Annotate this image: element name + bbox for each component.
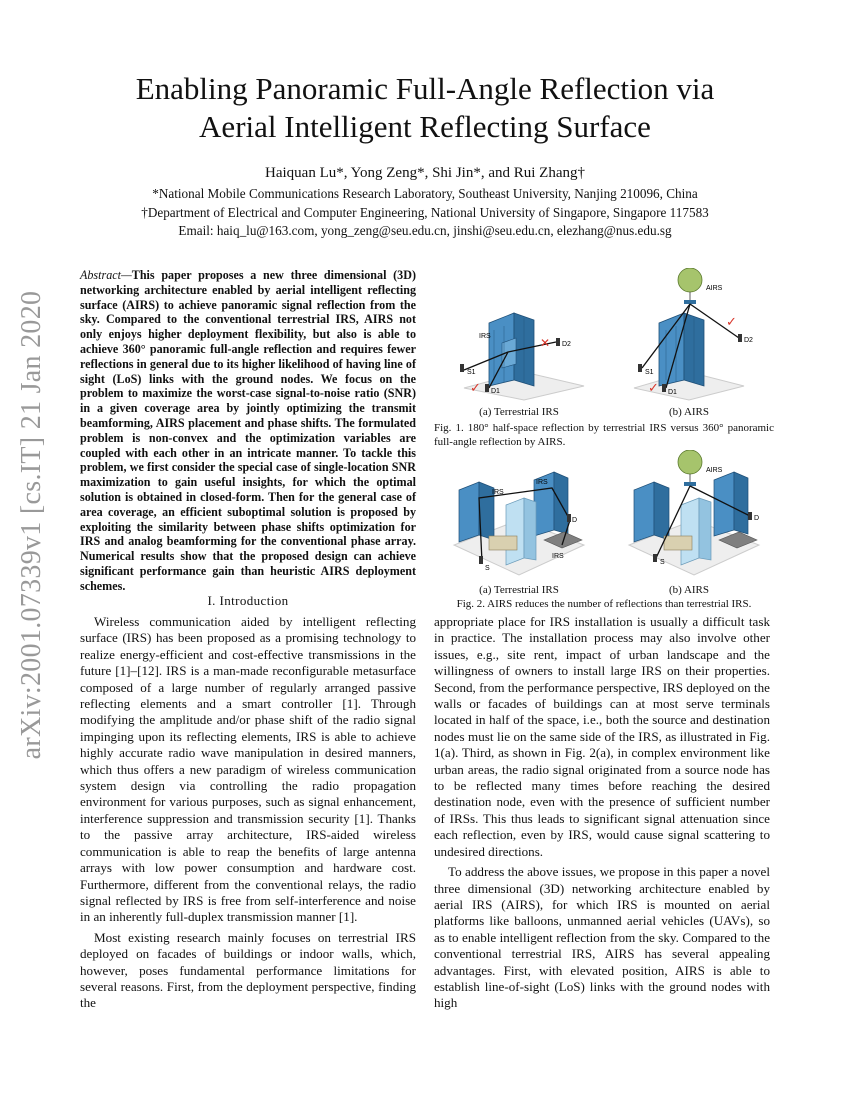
abstract-text: This paper proposes a new three dimensional (3D) networking architecture enabled by aerial intelligent reflecting surface (AIRS) to achieve panoramic signal reflection from the sky. Compared to the conventional terrestrial IRS, AIRS not only enjoys higher deployment flexibility, but also is able to achieve 360° panoramic full-angle reflection and requires fewer reflections in general due to its higher likelihood of having line of sight (LoS) links with the ground nodes. We focus on the problem to maximize the worst-case signal-to-noise ratio (SNR) in a given coverage area by jointly optimizing the transmit beamforming, AIRS placement and phase shifts. The formulated problem is non-convex and the optimization variables are coupled with each other in an intricate manner. To tackle this problem, we first consider the special case of single-location SNR maximization to gain useful insights, for which the optimal solution is obtained in closed-form. Then for the general case of area coverage, an efficient suboptimal solution is proposed by exploiting the similarity between phase shifts optimization for IRS and analog beamforming for the conventional phase array. Numerical results show that the proposed design can achieve significant performance gain than heuristic AIRS deployment schemes. [80, 268, 416, 593]
fig1b-d2-label: D2 [744, 337, 753, 344]
affiliation-2: †Department of Electrical and Computer Engineering, National University of Singapore, Singapore 117583 [141, 205, 709, 220]
fig1-subcaption-b: (b) AIRS [668, 406, 710, 418]
fig1b-diagram [634, 268, 753, 400]
fig1-caption: Fig. 1. 180° half-space reflection by terrestrial IRS versus 360° panoramic full-angle reflection by AIRS. [434, 422, 774, 448]
fig1b-d1-label: D1 [668, 389, 677, 396]
email-line: Email: haiq_lu@163.com, yong_zeng@seu.edu.cn, jinshi@seu.edu.cn, elezhang@nus.edu.sg [178, 223, 672, 238]
fig1a-d1-label: D1 [491, 388, 500, 395]
fig1a-irs-label: IRS [479, 333, 491, 340]
paragraph-1: Wireless communication aided by intelligent reflecting surface (IRS) has been proposed as a promising technology to realize energy-efficient and cost-effective transmissions in the future [1]–[12]. IRS is a man-made reconfigurable metasurface composed of a large number of regularly arranged passive reflecting elements and a smart controller [1]. Through modifying the amplitude and/or phase shift of the radio signal impinging upon its reflecting elements, IRS is able to achieve highly accurate radio wave manipulation in desired manners, which thus offers a new paradigm of wireless communication system design via controlling the radio propagation environment for various purposes, such as signal enhancement, interference suppression and transmission security [1]. Thanks to the passive array architecture, IRS-aided wireless communication is able to reap the benefits of large antenna arrays with low power consumption and hardware cost. Furthermore, different from the conventional relays, the radio signal reflected by IRS is free from self-interference and noise in an inherently full-duplex transmission manner [1]. [80, 614, 416, 925]
fig2b-s-label: S [660, 559, 665, 566]
authors: Haiquan Lu*, Yong Zeng*, Shi Jin*, and Rui Zhang† [265, 165, 585, 181]
title-line-1: Enabling Panoramic Full-Angle Reflection via [135, 71, 715, 106]
fig2a-irs-label-2: IRS [536, 479, 548, 486]
affiliation-1: *National Mobile Communications Research Laboratory, Southeast University, Nanjing 210096, China [152, 186, 698, 201]
abstract [80, 268, 416, 594]
fig2a-diagram [454, 472, 584, 575]
fig2a-irs-label-3: IRS [552, 553, 564, 560]
cross-icon: ✕ [540, 336, 551, 350]
fig2b-d-label: D [754, 515, 760, 522]
figure-1-illustration [434, 268, 774, 403]
fig1-subcaption-a: (a) Terrestrial IRS [479, 406, 559, 418]
check-icon: ✓ [726, 314, 737, 329]
paper-title [0, 70, 850, 146]
figure-2 [434, 450, 774, 615]
fig2a-irs-label-1: IRS [492, 489, 504, 496]
fig2-subcaption-a: (a) Terrestrial IRS [479, 584, 559, 596]
right-column [434, 614, 770, 1012]
fig1a-s1-label: S1 [467, 369, 476, 376]
fig2b-airs-label: AIRS [706, 467, 723, 474]
left-column [80, 614, 416, 1012]
figure-1 [434, 268, 774, 458]
paragraph-3: appropriate place for IRS installation is usually a difficult task in practice. The installation process may also involve other issues, e.g., site rent, impact of urban landscape and the willingness of owners to install large IRS on their properties. Second, from the performance perspective, IRS deployed on the walls or facades of buildings can at most serve terminals located in half of the space, i.e., both the source and destination nodes must lie on the same side of the IRS, as illustrated in Fig. 1(a). Third, as shown in Fig. 2(a), in complex environment like urban areas, the radio signal originated from a source node has to be reflected many times before reaching the desired destination node, even with the presence of sufficient number of IRSs. This thus leads to significant signal attenuation since each reflection, even by IRS, would cause signal scattering to undesired directions. [434, 614, 770, 859]
arxiv-stamp [10, 290, 54, 760]
fig1b-airs-label: AIRS [706, 285, 723, 292]
fig2-caption: Fig. 2. AIRS reduces the number of reflections than terrestrial IRS. [456, 598, 752, 610]
figure-2-illustration [434, 450, 774, 580]
section-heading: I. Introduction [207, 593, 289, 608]
fig1a-diagram [460, 313, 584, 400]
fig2a-s-label: S [485, 565, 490, 572]
check-icon: ✓ [470, 380, 481, 395]
fig2-subcaption-b: (b) AIRS [668, 584, 710, 596]
arxiv-stamp-text: arXiv:2001.07339v1 [cs.IT] 21 Jan 2020 [16, 290, 47, 760]
fig1a-d2-label: D2 [562, 341, 571, 348]
fig2a-d-label: D [572, 517, 578, 524]
check-icon: ✓ [648, 380, 659, 395]
paragraph-4: To address the above issues, we propose in this paper a novel three dimensional (3D) networking architecture enabled by aerial IRS (AIRS), for which IRS is mounted on aerial platforms like balloons, unmanned aerial vehicles (UAVs), so as to enable intelligent reflection from the sky. Compared to the conventional terrestrial IRS, AIRS has several appealing advantages. First, with elevated position, AIRS is able to establish line-of-sight (LoS) links with the ground nodes with high [434, 864, 770, 1011]
fig1b-s1-label: S1 [645, 369, 654, 376]
fig2b-diagram [629, 450, 759, 575]
abstract-label: Abstract— [80, 268, 132, 282]
title-line-2: Aerial Intelligent Reflecting Surface [199, 109, 651, 144]
paragraph-2: Most existing research mainly focuses on terrestrial IRS deployed on facades of buildings or indoor walls, which, however, poses fundamental performance limitations for several reasons. First, from the deployment perspective, finding the [80, 929, 416, 1011]
